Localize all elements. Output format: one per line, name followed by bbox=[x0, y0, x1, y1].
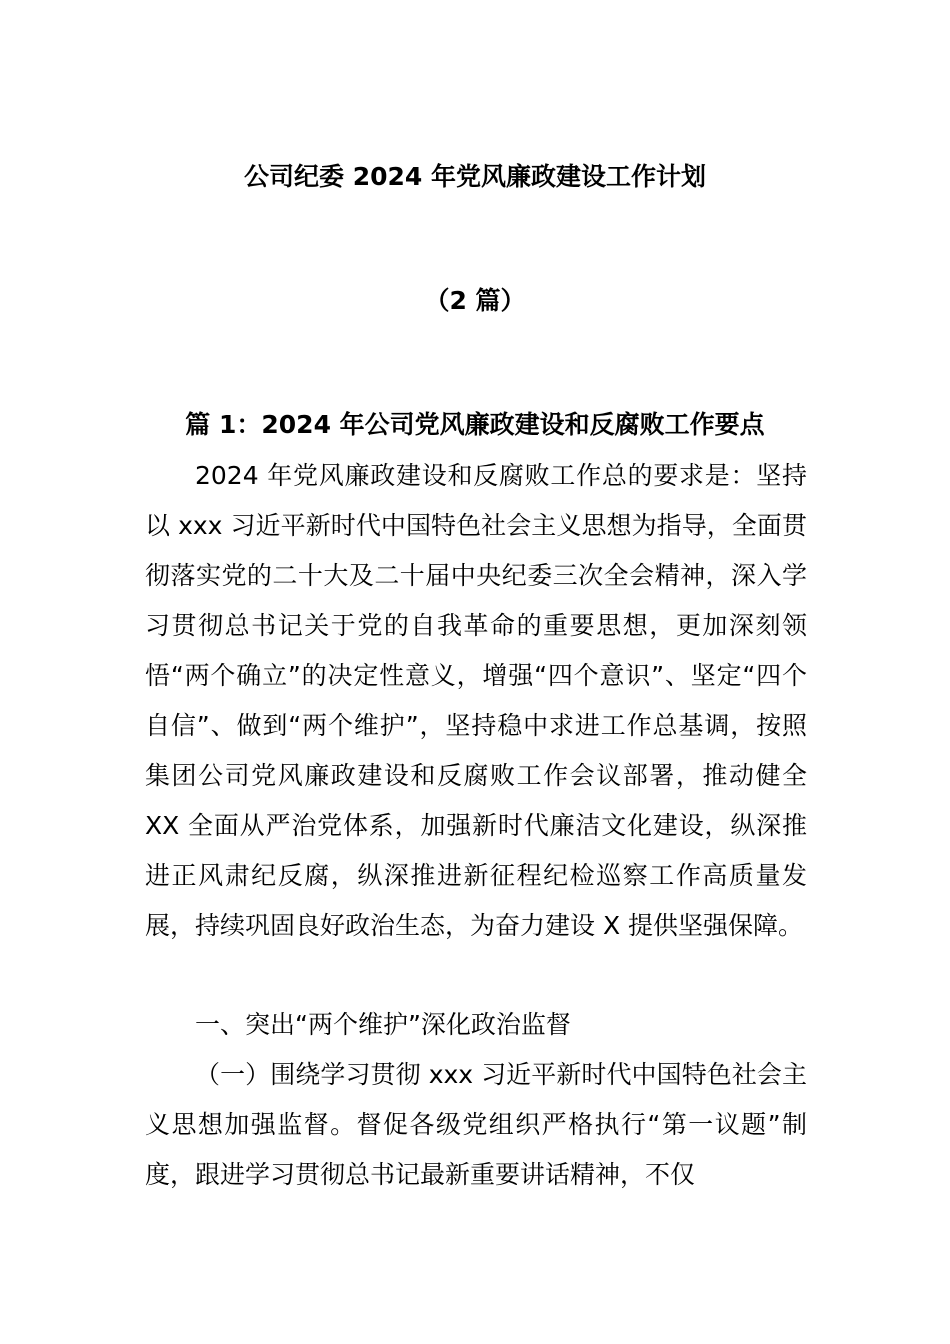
body-paragraph-intro: 2024 年党风廉政建设和反腐败工作总的要求是：坚持以 xxx 习近平新时代中国特色社会主义思想为指导，全面贯彻落实党的二十大及二十届中央纪委三次全会精神，深入学习贯彻总书记关于党的自我革命的重要思想，更加深刻领悟“两个确立”的决定性意义，增强“四个意识”、坚定“四个自信”、做到“两个维护”，坚持稳中求进工作总基调，按照集团公司党风廉政建设和反腐败工作会议部署，推动健全 XX 全面从严治党体系，加强新时代廉洁文化建设，纵深推进正风肃纪反腐，纵深推进新征程纪检巡察工作高质量发展，持续巩固良好政治生态，为奋力建设 X 提供坚强保障。 bbox=[145, 461, 807, 940]
body-paragraph-heading-one: 一、突出“两个维护”深化政治监督 bbox=[195, 1010, 571, 1039]
document-title: 公司纪委 2024 年党风廉政建设工作计划 bbox=[244, 162, 706, 191]
document-subtitle: （2 篇） bbox=[424, 286, 526, 315]
body-paragraph-item-one: （一）围绕学习贯彻 xxx 习近平新时代中国特色社会主义思想加强监督。督促各级党组织严格执行“第一议题”制度，跟进学习贯彻总书记最新重要讲话精神，不仅 bbox=[145, 1060, 807, 1189]
section-heading: 篇 1：2024 年公司党风廉政建设和反腐败工作要点 bbox=[185, 410, 765, 439]
